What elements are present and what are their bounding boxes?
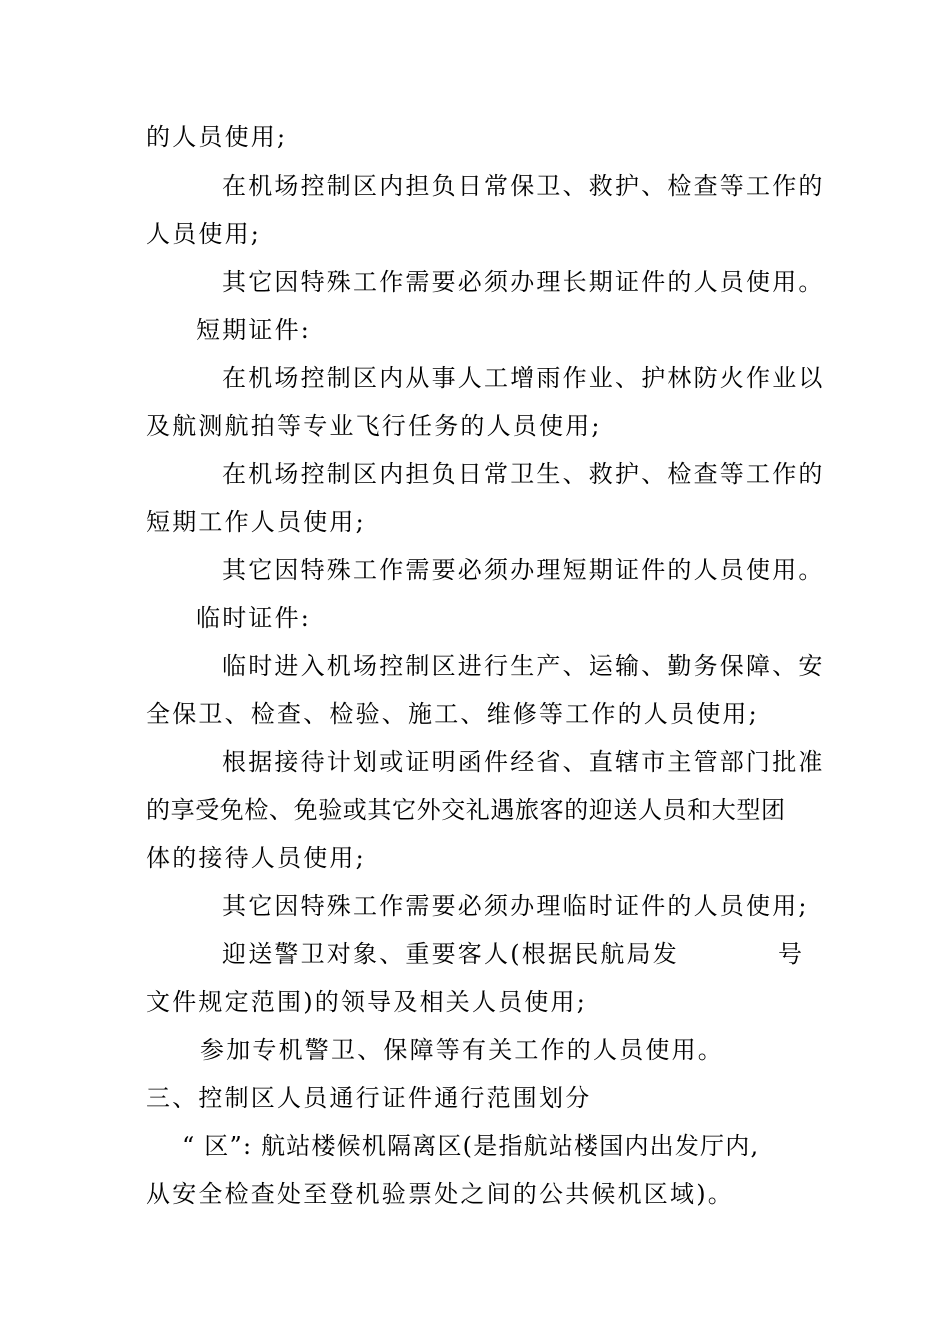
section-heading-scope: 三、控制区人员通行证件通行范围划分 xyxy=(146,1084,592,1112)
text-line: “ 区”: 航站楼候机隔离区(是指航站楼国内出发厅内, xyxy=(182,1132,760,1160)
text-line: 在机场控制区内从事人工增雨作业、护林防火作业以 xyxy=(222,364,825,392)
text-line: 短期工作人员使用; xyxy=(146,508,366,536)
text-line: 人员使用; xyxy=(146,220,262,248)
text-line: 文件规定范围)的领导及相关人员使用; xyxy=(146,988,588,1016)
text-line: 的人员使用; xyxy=(146,123,288,151)
text-line: 在机场控制区内担负日常保卫、救护、检查等工作的 xyxy=(222,172,825,200)
text-line: 其它因特殊工作需要必须办理短期证件的人员使用。 xyxy=(222,556,825,584)
text-line: 迎送警卫对象、重要客人(根据民航局发 xyxy=(222,940,679,968)
text-line: 在机场控制区内担负日常卫生、救护、检查等工作的 xyxy=(222,460,825,488)
text-line: 及航测航拍等专业飞行任务的人员使用; xyxy=(146,412,602,440)
text-line: 根据接待计划或证明函件经省、直辖市主管部门批准 xyxy=(222,748,825,776)
text-line-number-mark: 号 xyxy=(778,940,805,968)
text-line: 的享受免检、免验或其它外交礼遇旅客的迎送人员和大型团 xyxy=(146,796,786,824)
section-heading-temporary: 临时证件: xyxy=(196,604,312,632)
text-line: 其它因特殊工作需要必须办理长期证件的人员使用。 xyxy=(222,268,825,296)
text-line: 全保卫、检查、检验、施工、维修等工作的人员使用; xyxy=(146,700,759,728)
text-line: 体的接待人员使用; xyxy=(146,844,366,872)
text-line: 其它因特殊工作需要必须办理临时证件的人员使用; xyxy=(222,892,809,920)
text-line: 从安全检查处至登机验票处之间的公共候机区域)。 xyxy=(146,1180,734,1208)
text-line: 临时进入机场控制区进行生产、运输、勤务保障、安 xyxy=(222,652,825,680)
text-line: 参加专机警卫、保障等有关工作的人员使用。 xyxy=(200,1036,724,1064)
section-heading-short-term: 短期证件: xyxy=(196,316,312,344)
